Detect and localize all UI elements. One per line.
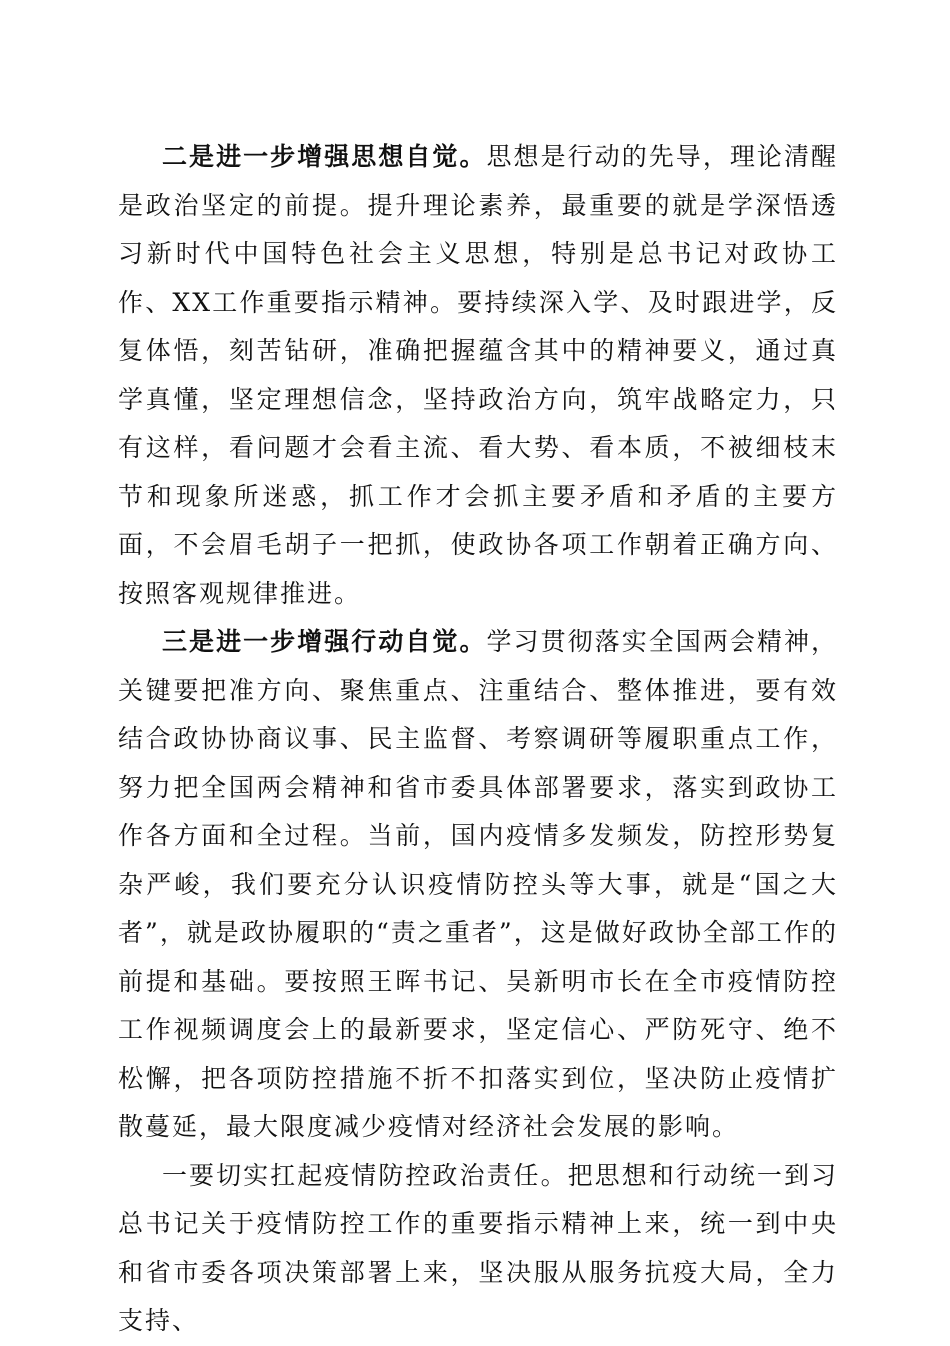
paragraph-epidemic-responsibility — [118, 1152, 838, 1346]
paragraph-lead: 二是进一步增强思想自觉。 — [162, 142, 487, 171]
paragraph-action-awareness — [118, 618, 838, 1152]
paragraph-thought-awareness — [118, 133, 838, 618]
paragraph-body: 一要切实扛起疫情防控政治责任。把思想和行动统一到习总书记关于疫情防控工作的重要指示精神上来，统一到中央和省市委各项决策部署上来，坚决服从服务抗疫大局，全力支持、 — [118, 1160, 838, 1335]
document-body — [118, 133, 838, 1346]
paragraph-body: 思想是行动的先导，理论清醒是政治坚定的前提。提升理论素养，最重要的就是学深悟透习新时代中国特色社会主义思想，特别是总书记对政协工作、XX工作重要指示精神。要持续深入学、及时跟进学，反复体悟，刻苦钻研，准确把握蕴含其中的精神要义，通过真学真懂，坚定理想信念，坚持政治方向，筑牢战略定力，只有这样，看问题才会看主流、看大势、看本质，不被细枝末节和现象所迷惑，抓工作才会抓主要矛盾和矛盾的主要方面，不会眉毛胡子一把抓，使政协各项工作朝着正确方向、按照客观规律推进。 — [118, 142, 838, 608]
paragraph-body: 学习贯彻落实全国两会精神，关键要把准方向、聚焦重点、注重结合、整体推进，要有效结合政协协商议事、民主监督、考察调研等履职重点工作，努力把全国两会精神和省市委具体部署要求，落实到政协工作各方面和全过程。当前，国内疫情多发频发，防控形势复杂严峻，我们要充分认识疫情防控头等大事，就是“国之大者”，就是政协履职的“责之重者”，这是做好政协全部工作的前提和基础。要按照王晖书记、吴新明市长在全市疫情防控工作视频调度会上的最新要求，坚定信心、严防死守、绝不松懈，把各项防控措施不折不扣落实到位，坚决防止疫情扩散蔓延，最大限度减少疫情对经济社会发展的影响。 — [118, 627, 838, 1141]
paragraph-lead: 三是进一步增强行动自觉。 — [162, 627, 487, 656]
